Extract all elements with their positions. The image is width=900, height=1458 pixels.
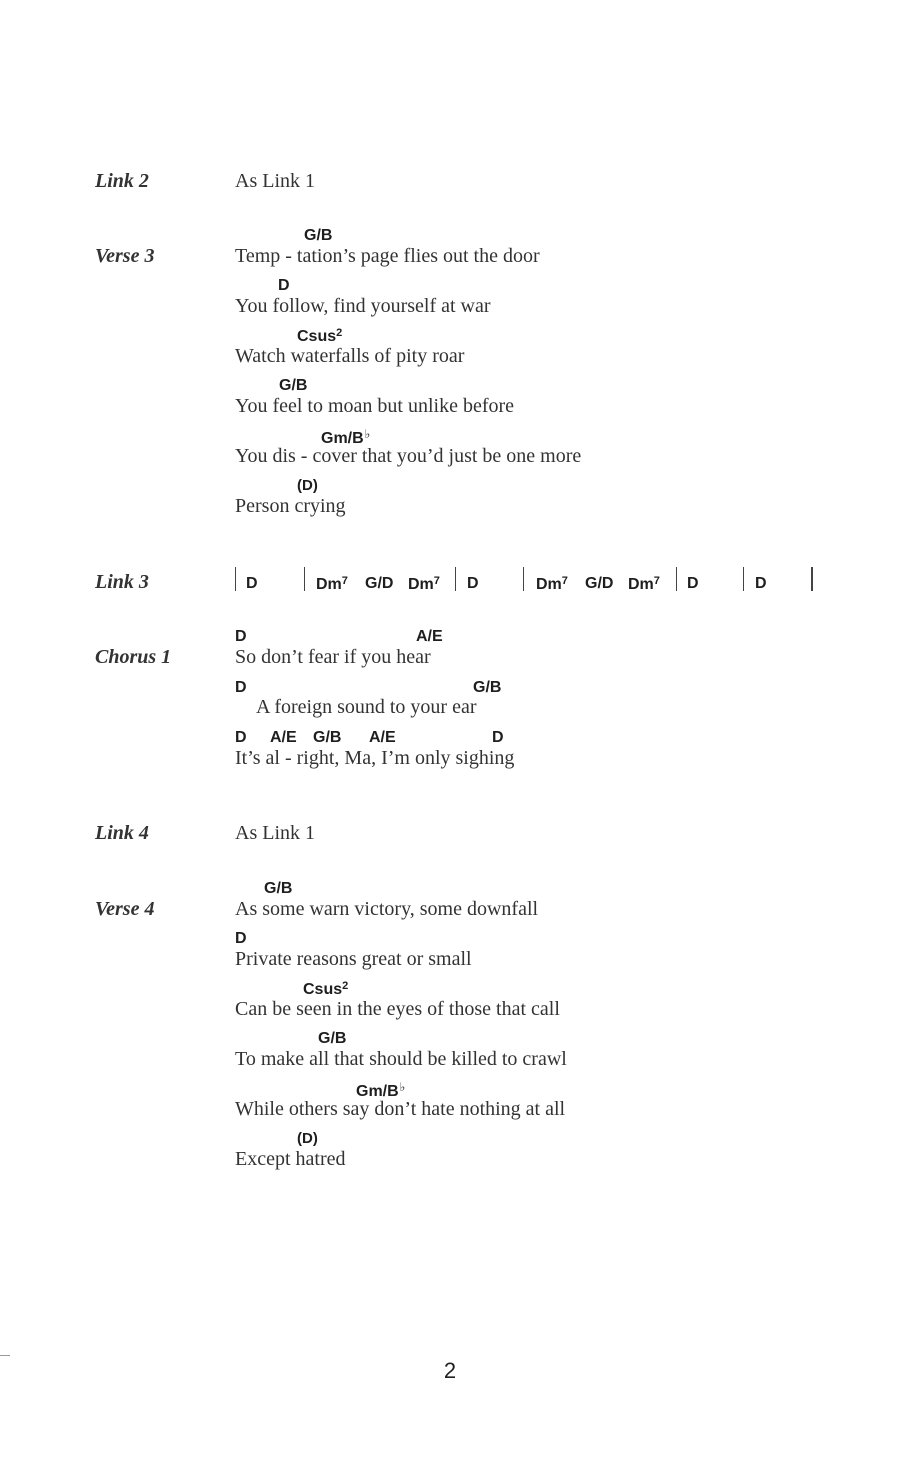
chord-root: D bbox=[467, 575, 479, 592]
lyric-line: So don’t fear if you hear bbox=[235, 646, 431, 668]
chord-extension: 2 bbox=[342, 980, 349, 992]
lyric-line: Temp - tation’s page flies out the door bbox=[235, 245, 540, 267]
chord-root: Gm/B bbox=[321, 430, 364, 447]
chord bbox=[365, 575, 393, 593]
final-barline bbox=[811, 567, 813, 591]
section-label-verse-4: Verse 4 bbox=[95, 898, 155, 920]
chord: A/E bbox=[416, 628, 443, 645]
chord-root: Dm bbox=[536, 576, 562, 593]
chord-root: Dm bbox=[408, 576, 434, 593]
chord bbox=[303, 980, 348, 999]
chord-extension: 7 bbox=[433, 575, 440, 587]
chord bbox=[467, 575, 479, 593]
chord-root: Dm bbox=[316, 576, 342, 593]
chord bbox=[536, 575, 568, 594]
barline bbox=[523, 567, 524, 591]
chord: G/B bbox=[304, 227, 333, 244]
chord: D bbox=[278, 277, 290, 294]
lyric-line: You follow, find yourself at war bbox=[235, 295, 491, 317]
chord-root: Csus bbox=[303, 981, 343, 998]
chord: A/E bbox=[270, 729, 297, 746]
chord-root: G/D bbox=[585, 575, 614, 592]
lyric-line: Except hatred bbox=[235, 1148, 346, 1170]
chord-root: G/D bbox=[365, 575, 394, 592]
chord-root: Gm/B bbox=[356, 1083, 399, 1100]
chord: G/B bbox=[264, 880, 293, 897]
chord bbox=[628, 575, 660, 594]
flat-sign: ♭ bbox=[399, 1080, 406, 1094]
chord-extension: 7 bbox=[653, 575, 660, 587]
chord: G/B bbox=[318, 1030, 347, 1047]
chord-root: Dm bbox=[628, 576, 654, 593]
barline bbox=[676, 567, 677, 591]
lyric-line: As some warn victory, some downfall bbox=[235, 898, 539, 920]
barline bbox=[304, 567, 305, 591]
chord-root: D bbox=[755, 575, 767, 592]
chord bbox=[755, 575, 767, 593]
chord: (D) bbox=[297, 477, 318, 494]
section-label-verse-3: Verse 3 bbox=[95, 245, 155, 267]
chord-extension: 7 bbox=[341, 575, 348, 587]
page-number: 2 bbox=[443, 1358, 457, 1383]
chord-root: Csus bbox=[297, 328, 337, 345]
chord bbox=[297, 327, 342, 346]
barline bbox=[743, 567, 744, 591]
lyric-line: You feel to moan but unlike before bbox=[235, 395, 515, 417]
chord: D bbox=[492, 729, 504, 746]
lyric-line: Private reasons great or small bbox=[235, 948, 472, 970]
chord-root: D bbox=[246, 575, 258, 592]
lyric-line: Watch waterfalls of pity roar bbox=[235, 345, 465, 367]
barline bbox=[235, 567, 236, 591]
chord: G/B bbox=[279, 377, 308, 394]
lyric-line: It’s al - right, Ma, I’m only sighing bbox=[235, 747, 515, 769]
lyric-line: Person crying bbox=[235, 495, 346, 517]
lyric-line: You dis - cover that you’d just be one more bbox=[235, 445, 582, 467]
chord: D bbox=[235, 930, 247, 947]
chord: D bbox=[235, 628, 247, 645]
chord: A/E bbox=[369, 729, 396, 746]
chord-extension: 2 bbox=[336, 327, 343, 339]
chord: G/B bbox=[473, 679, 502, 696]
link-4-text: As Link 1 bbox=[235, 822, 315, 844]
lyric-line: To make all that should be killed to crawl bbox=[235, 1048, 567, 1070]
link-2-text: As Link 1 bbox=[235, 170, 315, 192]
lyric-line: A foreign sound to your ear bbox=[256, 696, 477, 718]
section-label-chorus-1: Chorus 1 bbox=[95, 646, 172, 668]
section-label-link-3: Link 3 bbox=[95, 571, 149, 593]
chord bbox=[687, 575, 699, 593]
flat-sign: ♭ bbox=[364, 427, 371, 441]
chord bbox=[408, 575, 440, 594]
barline bbox=[455, 567, 456, 591]
margin-tick bbox=[0, 1355, 10, 1356]
chord: G/B bbox=[313, 729, 342, 746]
chord bbox=[246, 575, 258, 593]
chord-root: D bbox=[687, 575, 699, 592]
section-label-link-2: Link 2 bbox=[95, 170, 149, 192]
lyric-line: Can be seen in the eyes of those that call bbox=[235, 998, 560, 1020]
chord: D bbox=[235, 679, 247, 696]
chord-extension: 7 bbox=[561, 575, 568, 587]
section-label-link-4: Link 4 bbox=[95, 822, 149, 844]
lyric-line: While others say don’t hate nothing at all bbox=[235, 1098, 566, 1120]
chord: (D) bbox=[297, 1130, 318, 1147]
chord bbox=[316, 575, 348, 594]
chord bbox=[585, 575, 613, 593]
chord: D bbox=[235, 729, 247, 746]
